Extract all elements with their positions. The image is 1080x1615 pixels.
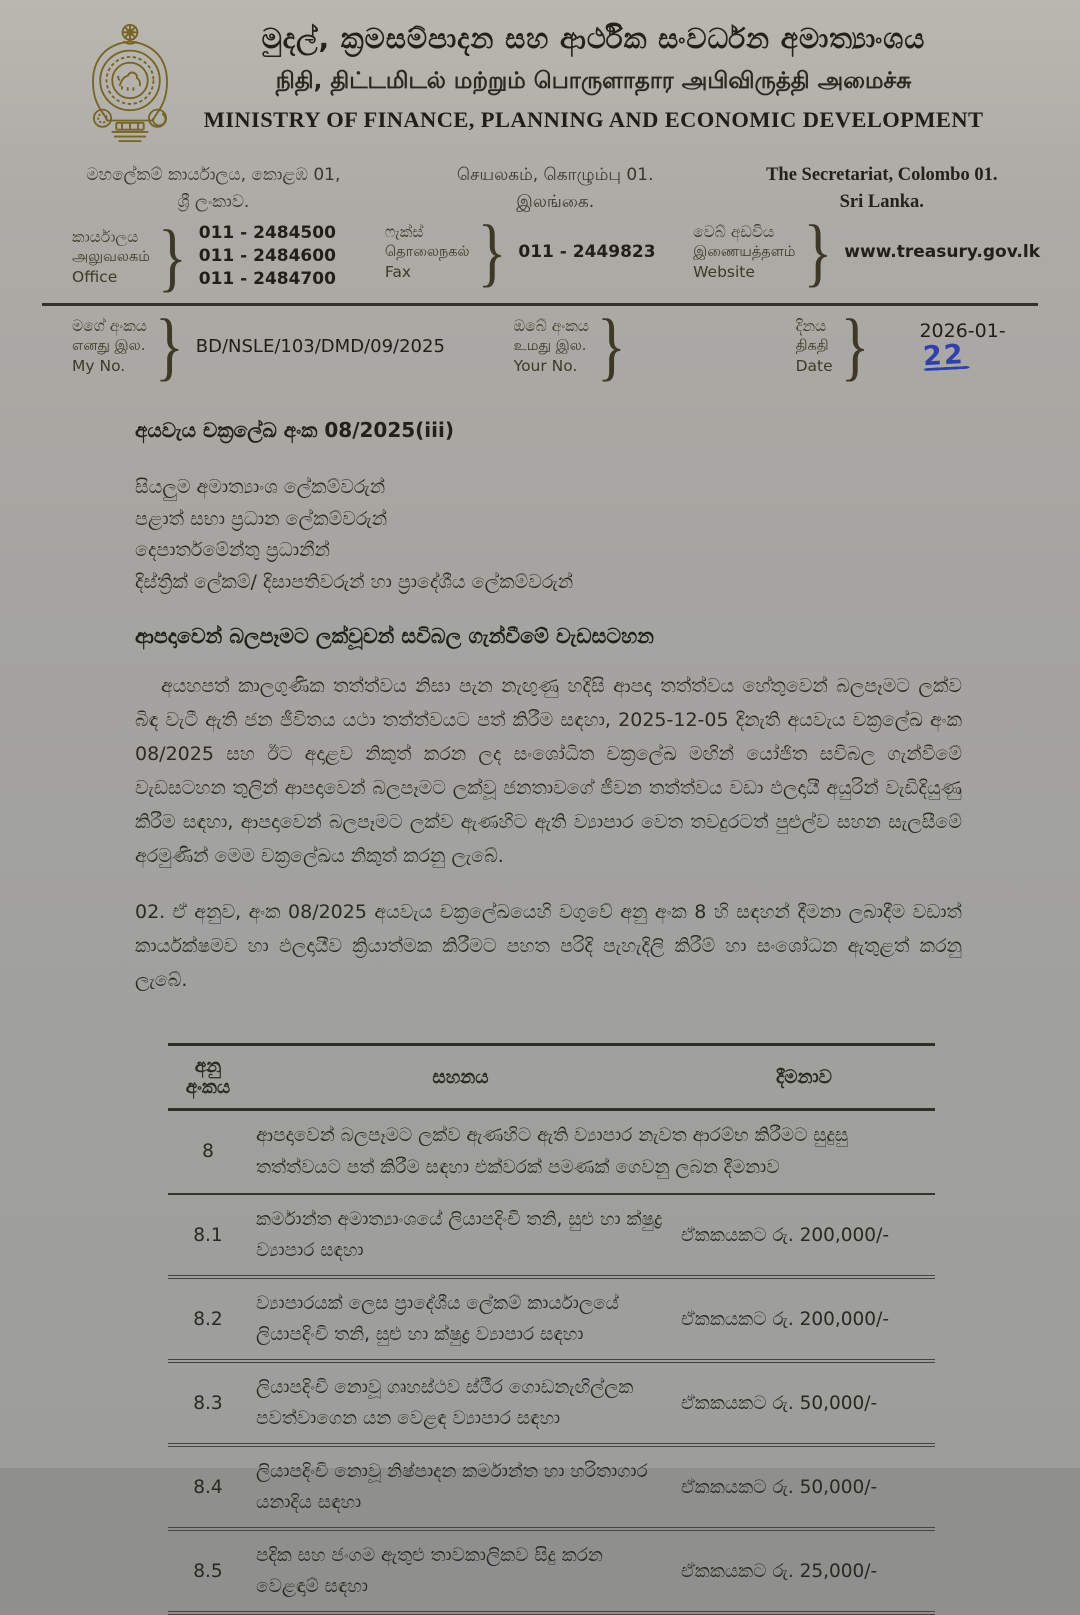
- contact-row: [0, 209, 1080, 299]
- letterhead: [0, 0, 1080, 152]
- website-group: [693, 209, 1040, 295]
- address-sinhala-line1: මහලේකම් කාර්යාලය, කොළඹ 01,: [86, 165, 341, 185]
- row-serial: 8.1: [168, 1194, 248, 1277]
- addressee-line: සියලුම අමාත්‍යාංශ ලේකම්වරුන්: [135, 476, 386, 498]
- website-label-tamil: இணையத்தளம்: [693, 244, 796, 260]
- date-printed-part: 2026-01-: [919, 320, 1006, 342]
- address-tamil-line1: செயலகம், கொழும்பு 01.: [456, 165, 654, 185]
- row-description: කර්මාන්ත අමාත්‍යාංශයේ ලියාපදිංචි තනි, සුළු හා ක්ෂුද්‍ර ව්‍යාපාර සඳහා: [248, 1194, 673, 1277]
- fax-labels: [385, 222, 470, 282]
- reference-row: [0, 303, 1080, 389]
- your-no-group: [513, 303, 796, 389]
- date-handwritten-part: 22: [923, 339, 971, 371]
- fax-label-english: Fax: [384, 263, 412, 281]
- row-description: ලියාපදිංචි නොවූ නිෂ්පාදන කර්මාන්ත හා හරිතාගාර යනාදිය සඳහා: [248, 1445, 673, 1529]
- ministry-title-sinhala: මුදල්, ක්‍රමසම්පාදන සහ ආර්ථික සංවර්ධන අමාත්‍යාංශය: [261, 22, 926, 55]
- column-header-relief: සහනය: [248, 1045, 673, 1110]
- date-labels: [796, 316, 833, 376]
- my-no-value: BD/NSLE/103/DMD/09/2025: [195, 335, 445, 357]
- row-serial: 8: [168, 1110, 248, 1195]
- row-description: පදික සහ ජංගම ඇතුළු තාවකාලිකව සිදු කරන වෙළඳාම් සඳහා: [248, 1529, 673, 1613]
- your-no-labels: [514, 316, 589, 376]
- my-no-label-english: My No.: [72, 357, 126, 375]
- addressee-line: දිස්ත්‍රික් ලේකම්/ දිසාපතිවරුන් හා ප්‍රාදේශීය ලේකම්වරුන්: [135, 570, 574, 593]
- office-phone-1: 011 - 2484500: [198, 223, 336, 243]
- row-serial: 8.2: [168, 1277, 248, 1361]
- office-labels: [72, 227, 150, 287]
- office-label-sinhala: කාර්යාලය: [72, 227, 139, 246]
- date-label-tamil: திகதி: [795, 338, 829, 354]
- circular-number-heading: අයවැය චක්‍රලේඛ අංක 08/2025(iii): [135, 418, 455, 442]
- table-header-row: [168, 1045, 935, 1110]
- row-serial: 8.5: [168, 1529, 248, 1613]
- table-row: [168, 1529, 935, 1613]
- table-row: [168, 1110, 935, 1195]
- row-allowance: ඒකකයකට රු. 50,000/-: [673, 1361, 935, 1445]
- website-labels: [693, 222, 795, 282]
- addressee-line: දෙපාර්තමේන්තු ප්‍රධානීන්: [135, 539, 330, 561]
- row-serial: 8.3: [168, 1361, 248, 1445]
- row-allowance: ඒකකයකට රු. 50,000/-: [673, 1445, 935, 1529]
- column-header-serial: අනු අංකය: [168, 1045, 248, 1110]
- fax-number: 011 - 2449823: [518, 241, 656, 262]
- my-no-group: [72, 303, 514, 389]
- allowance-table: [168, 1043, 935, 1615]
- fax-label-tamil: தொலைநகல்: [384, 244, 470, 260]
- brace-glyph: }: [477, 209, 507, 295]
- my-no-label-tamil: எனது இல.: [72, 338, 146, 354]
- office-phone-3: 011 - 2484700: [198, 269, 336, 289]
- ministry-title-tamil: நிதி, திட்டமிடல் மற்றும் பொருளாதார அபிவிருத்தி அமைச்சு: [275, 68, 912, 94]
- my-no-labels: [72, 316, 147, 376]
- subject-heading: ආපදාවෙන් බලපෑමට ලක්වූවන් සවිබල ගැන්වීමේ වැඩසටහන: [135, 624, 654, 648]
- column-header-allowance: දීමනාව: [673, 1045, 935, 1110]
- address-sinhala-line2: ශ්‍රී ලංකාව.: [177, 192, 250, 212]
- date-group: [795, 303, 1040, 389]
- website-url: www.treasury.gov.lk: [844, 241, 1040, 262]
- website-label-english: Website: [693, 263, 755, 281]
- row-description: ලියාපදිංචි නොවූ ගෘහස්ථව ස්ථීර ගොඩනැඟිල්ලක පවත්වාගෙන යන වෙළඳ ව්‍යාපාර සඳහා: [248, 1361, 673, 1445]
- office-phone-group: [72, 214, 385, 299]
- address-english-line2: Sri Lanka.: [839, 192, 924, 212]
- row-allowance: ඒකකයකට රු. 200,000/-: [673, 1277, 935, 1361]
- paragraph-2: 02. ඒ අනුව, අංක 08/2025 අයවැය චක්‍රලේඛයෙහි වගුවේ අනු අංක 8 හි සඳහන් දීමනා ලබාදීම වඩාත් කාර්යක්ෂමව හා ඵලදායීව ක්‍රියාත්මක කිරීමට පහත පරිදි පැහැදිලි කිරීම් හා සංශෝධන ඇතුළත් කරනු ලැබේ.: [135, 901, 962, 991]
- sri-lanka-emblem-icon: [72, 22, 192, 152]
- brace-glyph: }: [596, 303, 626, 389]
- address-row: [0, 152, 1080, 216]
- row-allowance: ඒකකයකට රු. 200,000/-: [673, 1194, 935, 1277]
- office-phone-numbers: [199, 222, 336, 291]
- your-no-label-sinhala: ඔබේ අංකය: [513, 317, 589, 335]
- paragraph-1: අයහපත් කාලගුණික තත්ත්වය නිසා පැන නැඟුණු හදිසි ආපදා තත්ත්වය හේතුවෙන් බලපෑමට ලක්ව බිඳ වැටී ඇති ජන ජීවිතය යථා තත්ත්වයට පත් කිරීම සඳහා, 2025-12-05 දිනැති අයවැය චක්‍රලේඛ අංක 08/2025 සහ ඊට අදාළව නිකුත් කරන ලද සංශෝධිත චක්‍රලේඛ මඟින් යෝජිත සවිබල ගැන්වීමේ වැඩසටහන තුලින් ආපදාවෙන් බලපෑමට ලක්වූ ජනතාවගේ ජීවන තත්ත්වය වඩා ඵලදායී අයුරින් වැඩිදියුණු කිරීම සඳහා, ආපදාවෙන් බලපෑමට ලක්ව ඇණහිට ඇති ව්‍යාපාර වෙත තවදුරටත් පුළුල්ව සහන සැලසීමේ අරමුණින් මෙම චක්‍රලේඛය නිකුත් කරනු ලැබේ.: [135, 675, 962, 867]
- brace-glyph: }: [154, 303, 184, 389]
- your-no-label-tamil: உமது இல.: [513, 338, 587, 354]
- fax-label-sinhala: ෆැක්ස්: [384, 223, 424, 241]
- table-row: [168, 1194, 935, 1277]
- ministry-title-english: MINISTRY OF FINANCE, PLANNING AND ECONOMIC DEVELOPMENT: [203, 107, 984, 132]
- letter-body: [135, 418, 962, 1615]
- date-label-english: Date: [795, 357, 833, 375]
- address-tamil: [412, 162, 699, 216]
- address-tamil-line2: இலங்கை.: [516, 192, 595, 212]
- address-english: [724, 162, 1040, 216]
- brace-glyph: }: [157, 214, 187, 299]
- ministry-titles: [192, 22, 1025, 152]
- row-serial: 8.4: [168, 1445, 248, 1529]
- your-no-label-english: Your No.: [513, 357, 578, 375]
- table-row: [168, 1277, 935, 1361]
- date-value: [919, 320, 1040, 372]
- fax-group: [384, 209, 693, 295]
- row-description: ව්‍යාපාරයක් ලෙස ප්‍රාදේශීය ලේකම් කාර්යාලයේ ලියාපදිංචි තනි, සුළු හා ක්ෂුද්‍ර ව්‍යාපාර සඳහා: [248, 1277, 673, 1361]
- addressee-list: [135, 472, 962, 598]
- addressee-line: පළාත් සභා ප්‍රධාන ලේකම්වරුන්: [135, 507, 388, 530]
- address-sinhala: [70, 162, 357, 216]
- my-no-label-sinhala: මගේ අංකය: [72, 317, 147, 335]
- row-allowance: ඒකකයකට රු. 25,000/-: [673, 1529, 935, 1613]
- table-row: [168, 1361, 935, 1445]
- date-label-sinhala: දිනය: [795, 317, 827, 335]
- address-english-line1: The Secretariat, Colombo 01.: [766, 165, 998, 185]
- table-row: [168, 1445, 935, 1529]
- office-phone-2: 011 - 2484600: [198, 246, 336, 266]
- brace-glyph: }: [803, 209, 833, 295]
- website-label-sinhala: වෙබ් අඩවිය: [693, 223, 775, 241]
- office-label-tamil: அலுவலகம்: [72, 248, 150, 265]
- office-label-english: Office: [72, 267, 118, 286]
- brace-glyph: }: [840, 303, 870, 389]
- row-description: ආපදාවෙන් බලපෑමට ලක්ව ඇණහිට ඇති ව්‍යාපාර නැවත ආරම්භ කිරීමට සුදුසු තත්ත්වයට පත් කිරීම සඳහා එක්වරක් පමණක් ගෙවනු ලබන දීමනාව: [248, 1110, 935, 1195]
